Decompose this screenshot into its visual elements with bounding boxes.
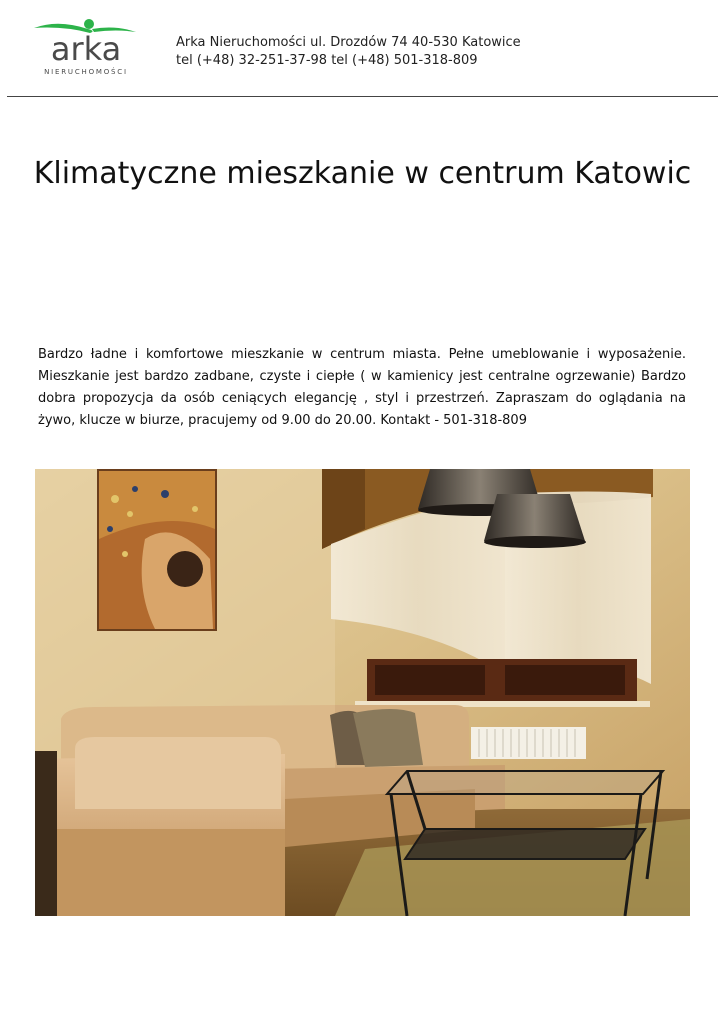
- logo-tagline: NIERUCHOMOŚCI: [44, 68, 128, 76]
- arka-logo-graphic: [30, 16, 142, 78]
- listing-description: Bardzo ładne i komfortowe mieszkanie w centrum miasta. Pełne umeblowanie i wyposażenie. Mieszkanie jest bardzo zadbane, czyste i ciepłe ( w kamienicy jest centralne ogrzewanie) Bardzo dobra propozycja da osób ceniących elegancję , styl i przestrzeń. Zapraszam do oglądania na żywo, klucze w biurze, pracujemy od 9.00 do 20.00. Kontakt - 501-318-809: [38, 347, 686, 428]
- company-phones: tel (+48) 32-251-37-98 tel (+48) 501-318-809: [176, 53, 478, 68]
- company-contact: [176, 34, 521, 70]
- logo-wordmark: arka: [50, 30, 122, 68]
- radiator: [471, 727, 586, 759]
- listing-title: Klimatyczne mieszkanie w centrum Katowic: [33, 156, 692, 191]
- wall-painting: [97, 469, 217, 631]
- company-logo: [30, 16, 142, 78]
- company-address: Arka Nieruchomości ul. Drozdów 74 40-530 Katowice: [176, 35, 521, 50]
- header-divider: [7, 96, 718, 97]
- apartment-photo: [35, 469, 690, 916]
- side-table: [35, 751, 57, 916]
- logo-dot: [84, 19, 94, 29]
